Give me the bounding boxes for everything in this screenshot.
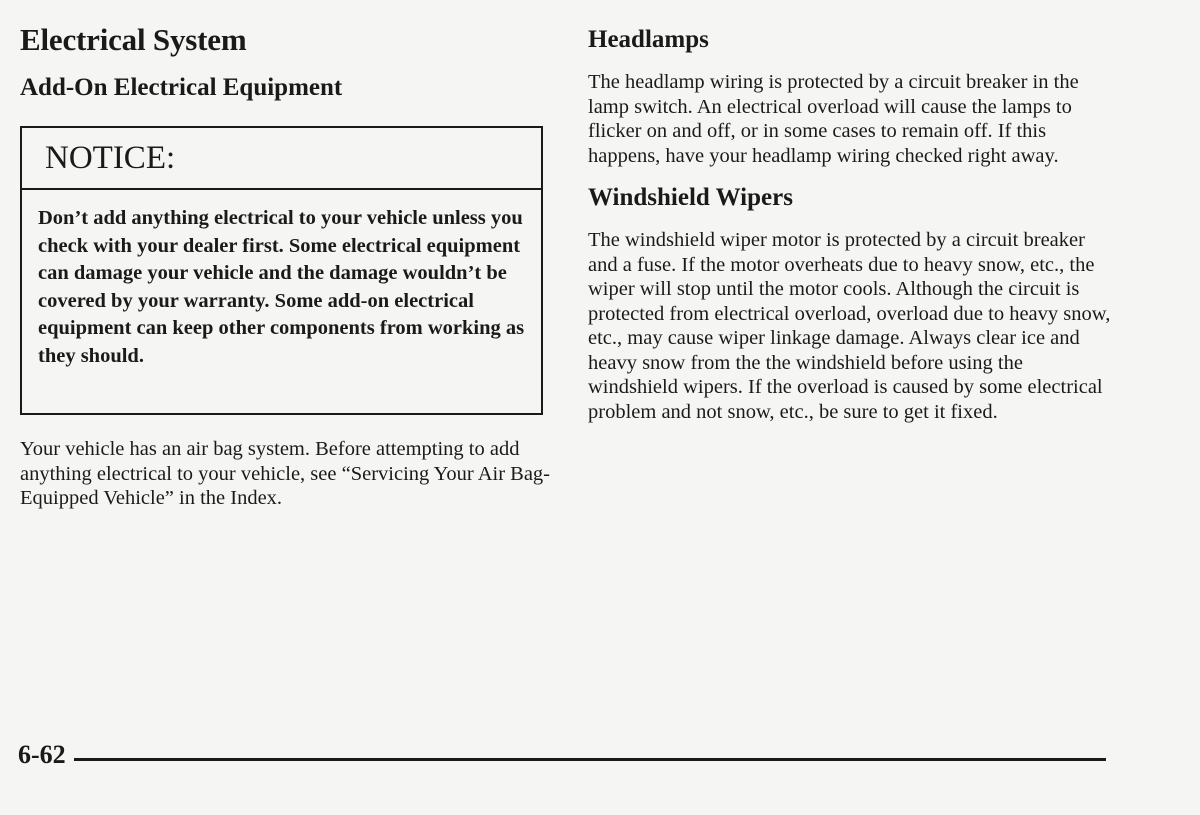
subsection-title-headlamps: Headlamps xyxy=(588,26,709,53)
left-column xyxy=(20,20,550,511)
headlamps-paragraph: The headlamp wiring is protected by a circuit breaker in the lamp switch. An electrical overload will cause the lamps to flicker on and off, or in some cases to remain off. If this happens, have your headlamp wiring checked right away. xyxy=(588,71,1079,167)
right-column xyxy=(588,24,1113,424)
notice-body: Don’t add anything electrical to your vehicle unless you check with your dealer first. Some electrical equipment can damage your vehicle and the damage wouldn’t be covered by your warranty. Some add-on electrical equipment can keep other components from working as they should. xyxy=(38,207,525,367)
page-number: 6-62 xyxy=(18,740,66,769)
windshield-wipers-paragraph: The windshield wiper motor is protected by a circuit breaker and a fuse. If the motor overheats due to heavy snow, etc., the wiper will stop until the motor cools. Although the circuit is protected from electrical overload, overload due to heavy snow, etc., may cause wiper linkage damage. Always clear ice and heavy snow from the the windshield before using the windshield wipers. If the overload is caused by some electrical problem and not snow, etc., be sure to get it fixed. xyxy=(588,229,1111,423)
air-bag-paragraph: Your vehicle has an air bag system. Before attempting to add anything electrical to your vehicle, see “Servicing Your Air Bag-Equipped Vehicle” in the Index. xyxy=(20,438,551,509)
notice-heading: NOTICE: xyxy=(22,128,541,190)
notice-box xyxy=(20,126,543,415)
section-title: Electrical System xyxy=(20,22,247,57)
page-footer xyxy=(18,738,1106,772)
subsection-title-add-on-equipment: Add-On Electrical Equipment xyxy=(20,74,343,101)
footer-rule xyxy=(74,758,1106,761)
subsection-title-windshield-wipers: Windshield Wipers xyxy=(588,184,793,211)
